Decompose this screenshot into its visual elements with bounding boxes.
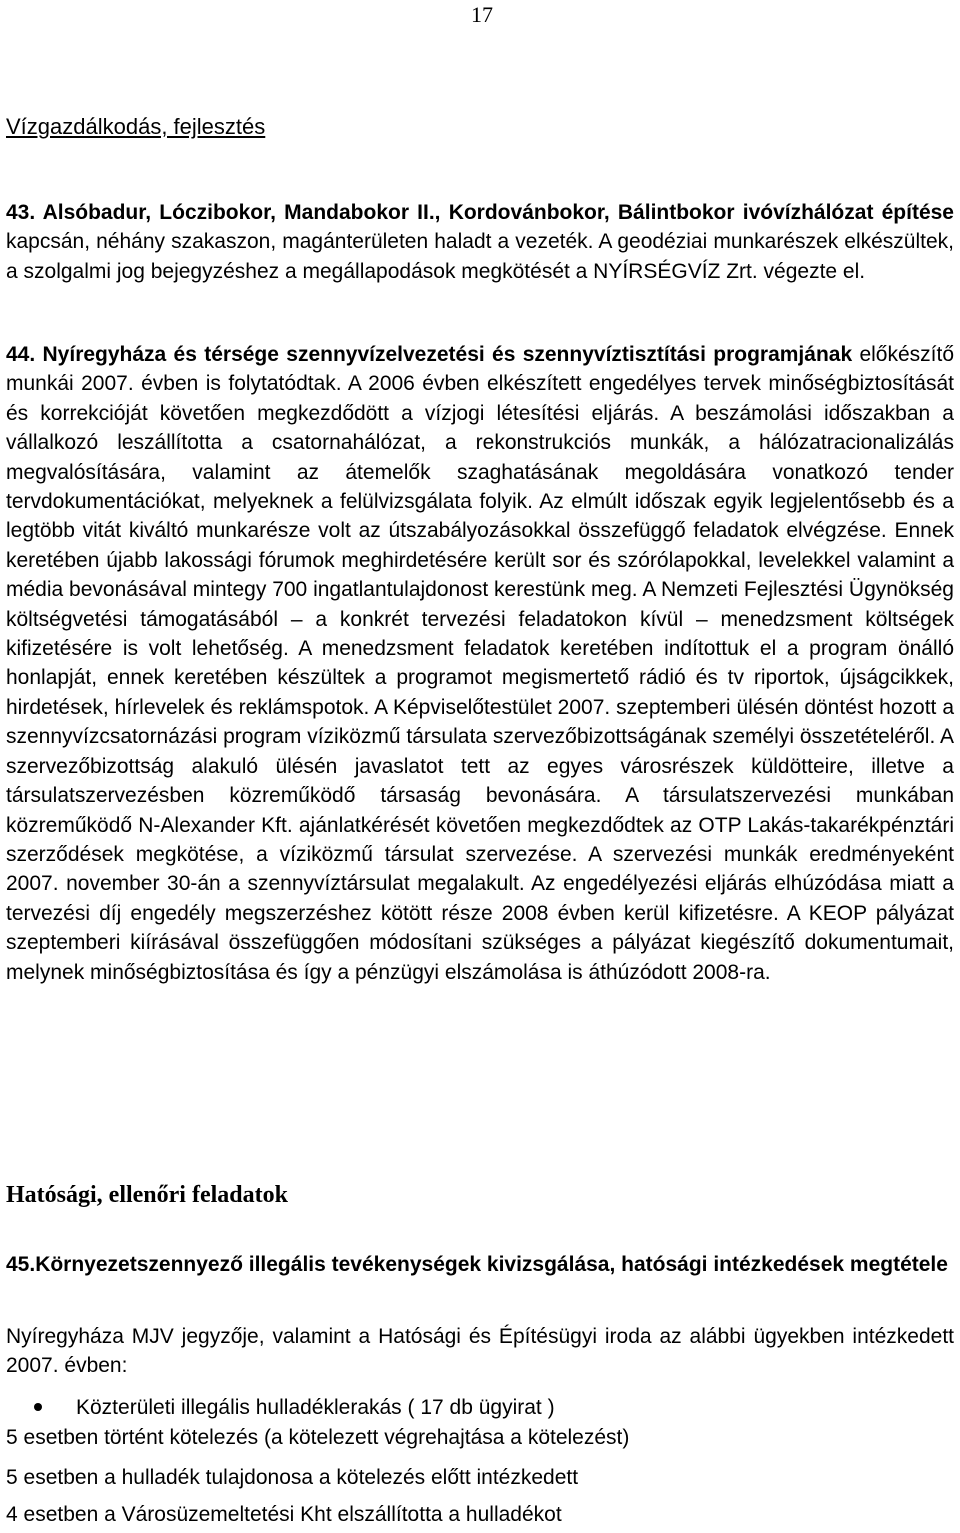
- bullet-icon: [34, 1403, 42, 1411]
- item-43-heading: 43. Alsóbadur, Lóczibokor, Mandabokor II., Kordovánbokor, Bálintbokor ivóvízhálózat építése: [6, 201, 954, 224]
- item-43-text: kapcsán, néhány szakaszon, magánterületen haladt a vezeték. A geodéziai munkarészek elkészültek, a szolgalmi jog bejegyzéshez a megállapodások megkötését a NYÍRSÉGVÍZ Zrt. végezte el.: [6, 230, 954, 283]
- item-43-paragraph: [6, 198, 954, 286]
- detail-line-3: 4 esetben a Városüzemeltetési Kht elszállította a hulladékot: [6, 1503, 562, 1526]
- item-44-heading: 44. Nyíregyháza és térsége szennyvízelvezetési és szennyvíztisztítási programjának: [6, 343, 853, 366]
- detail-line-2: 5 esetben a hulladék tulajdonosa a kötelezés előtt intézkedett: [6, 1466, 579, 1489]
- intro-paragraph: Nyíregyháza MJV jegyzője, valamint a Hatósági és Építésügyi iroda az alábbi ügyekben intézkedett 2007. évben:: [6, 1325, 954, 1378]
- page-number: 17: [471, 2, 493, 27]
- item-44-text: előkészítő munkái 2007. évben is folytatódtak. A 2006 évben elkészített engedélyes tervek minőségbiztosítását és korrekcióját követően megkezdődött a vízjogi létesítési eljárás. A beszámolási időszakban a vállalkozó leszállította a csatornahálózat, a rekonstrukciós munkák, a hálózatracionalizálás megvalósítására, valamint az átemelők szaghatásának megoldására vonatkozó tender tervdokumentációkat, melyeknek a felülvizsgálata folyik. Az elmúlt időszak egyik legjelentősebb és a legtöbb vitát kiváltó munkarésze volt az útszabályozásokkal összefüggő feladatok elvégzése. Ennek keretében újabb lakossági fórumok meghirdetésére került sor és szórólapokkal, levelekkel valamint a média bevonásával mintegy 700 ingatlantulajdonost kerestünk meg. A Nemzeti Fejlesztési Ügynökség költségvetési támogatásából – a konkrét tervezési feladatokon kívül – menedzsment költségek kifizetésére is volt lehetőség. A menedzsment feladatok keretében indítottuk el a program önálló honlapját, ennek keretében készültek a programot megismertető rádió és tv riportok, újságcikkek, hirdetések, hírlevelek és reklámspotok. A Képviselőtestület 2007. szeptemberi ülésén döntést hozott a szennyvízcsatornázási program víziközmű társulata szervezőbizottságának személyi összetételéről. A szervezőbizottság alakuló ülésén javaslatot tett az egyes városrészek küldötteire, illetve a társulatszervezésben közreműködő társaság bevonására. A társulatszervezési munkában közreműködő N-Alexander Kft. ajánlatkérését követően megkezdődtek az OTP Lakás-takarékpénztári szerződések megkötése, a víziközmű társulat szervezése. A szervezési munkák eredményeként 2007. november 30-án a szennyvíztársulat megalakult. Az engedélyezési eljárás elhúzódása miatt a tervezési díj engedély megszerzéshez kötött része 2008 évben kerül kifizetésre. A KEOP pályázat szeptemberi kiírásával összefüggően módosítani szükséges a pályázat kiegészítő dokumentumait, melynek minőségbiztosítása és így a pénzügyi elszámolása is áthúzódott 2008-ra.: [6, 343, 954, 984]
- section-title: Vízgazdálkodás, fejlesztés: [6, 114, 266, 139]
- bullet-text: Közterületi illegális hulladéklerakás ( 17 db ügyirat ): [76, 1396, 555, 1419]
- item-44-paragraph: [6, 340, 954, 987]
- section-title-2: Hatósági, ellenőri feladatok: [6, 1182, 288, 1208]
- list-item: [6, 1393, 555, 1422]
- detail-line-1: 5 esetben történt kötelezés (a kötelezett végrehajtása a kötelezést): [6, 1426, 630, 1449]
- item-45-heading: 45.Környezetszennyező illegális tevékenységek kivizsgálása, hatósági intézkedések megtétele: [6, 1253, 948, 1276]
